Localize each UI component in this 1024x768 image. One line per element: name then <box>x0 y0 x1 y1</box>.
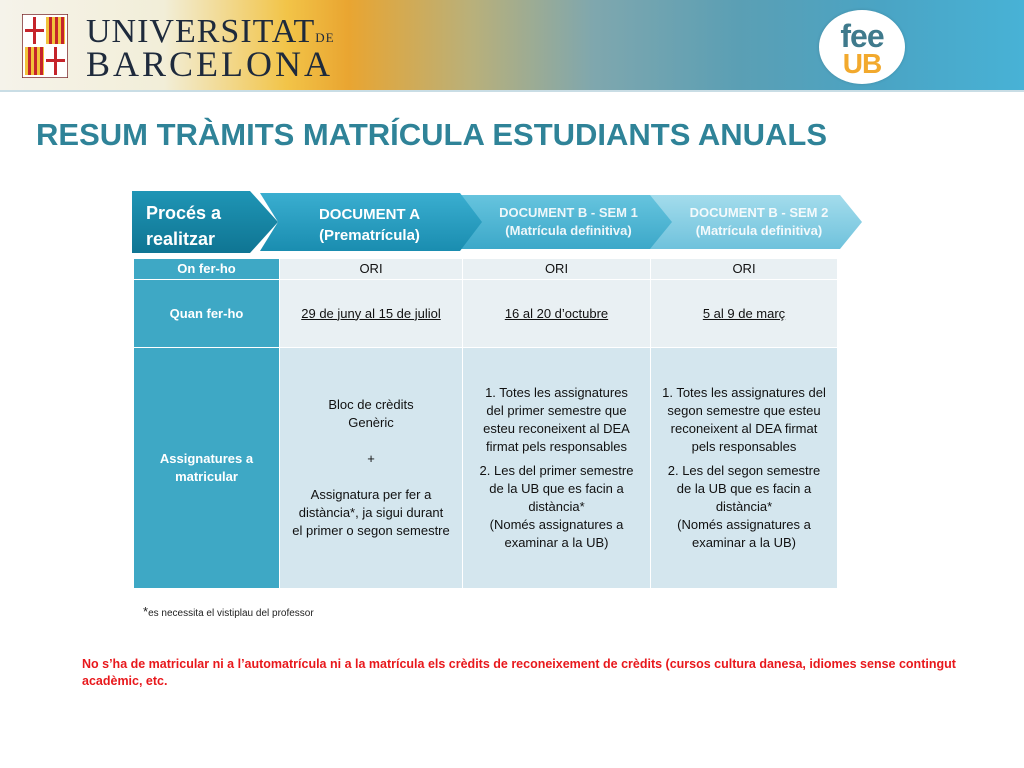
cell-line: 1. Totes les assignatures del <box>662 385 826 400</box>
cell-line: segon semestre que esteu <box>667 403 821 418</box>
university-shield-icon <box>22 14 68 78</box>
document-b-sem2-step <box>668 204 850 240</box>
enrolment-table <box>133 258 838 589</box>
date-cell: 29 de juny al 15 de juliol <box>280 280 463 348</box>
cell-line: 1. Totes les assignatures <box>485 385 628 400</box>
university-name-de: DE <box>315 30 335 45</box>
document-a-step <box>287 204 452 246</box>
cell-line: 2. Les del primer semestre <box>479 463 634 478</box>
table-cell: ORI <box>651 259 838 280</box>
sem2-subjects-cell <box>651 348 838 589</box>
cell-line: Genèric <box>348 415 394 430</box>
row-header-line: matricular <box>175 469 238 484</box>
step-line: Procés a <box>146 203 222 223</box>
cell-line: examinar a la UB) <box>504 535 609 550</box>
cell-line: de la UB que es facin a <box>676 481 812 496</box>
cell-line: el primer o segon semestre <box>292 523 450 538</box>
table-row <box>134 280 838 348</box>
sem1-subjects-cell <box>463 348 651 589</box>
cell-line: (Només assignatures a <box>677 517 811 532</box>
document-b-sem1-step <box>476 204 661 240</box>
university-name-line1: UNIVERSITATDE <box>86 13 335 50</box>
row-header-quan: Quan fer-ho <box>134 280 280 348</box>
table-cell: ORI <box>463 259 651 280</box>
doc-a-subjects-cell <box>280 348 463 589</box>
step-line: DOCUMENT B - SEM 1 <box>499 205 638 220</box>
cell-line: distància* <box>528 499 585 514</box>
cell-line: reconeixent al DEA firmat <box>670 421 818 436</box>
step-line: DOCUMENT B - SEM 2 <box>689 205 829 220</box>
cell-line: pels responsables <box>691 439 797 454</box>
cell-line: firmat pels responsables <box>486 439 627 454</box>
cell-line: de la UB que es facin a <box>489 481 624 496</box>
step-line: realitzar <box>146 229 216 249</box>
step-line: (Prematrícula) <box>319 227 420 244</box>
table-row <box>134 348 838 589</box>
cell-line: (Només assignatures a <box>489 517 624 532</box>
fee-ub-logo <box>819 10 905 84</box>
cell-line: examinar a la UB) <box>691 535 797 550</box>
cell-line: del primer semestre que <box>486 403 627 418</box>
row-header-assignatures <box>134 348 280 589</box>
page-title: RESUM TRÀMITS MATRÍCULA ESTUDIANTS ANUALS <box>36 117 828 152</box>
table-cell: ORI <box>280 259 463 280</box>
step-line: (Matrícula definitiva) <box>695 223 823 238</box>
cell-line: 2. Les del segon semestre <box>667 463 821 478</box>
row-header-line: Assignatures a <box>159 451 254 466</box>
step-line: DOCUMENT A <box>318 206 421 223</box>
cell-line: + <box>367 451 375 466</box>
process-step-label <box>146 200 221 252</box>
cell-line: Bloc de crèdits <box>328 397 414 412</box>
date-cell: 5 al 9 de març <box>651 280 838 348</box>
banner-divider <box>0 90 1024 92</box>
cell-line: esteu reconeixent al DEA <box>483 421 630 436</box>
table-row <box>134 259 838 280</box>
cell-line: distància*, ja sigui durant <box>298 505 444 520</box>
footnote-text: es necessita el vistiplau del professor <box>148 608 314 619</box>
ub-logo-text: UB <box>842 48 882 79</box>
university-name-line2: BARCELONA <box>86 44 334 84</box>
warning-note: No s’ha de matricular ni a l’automatrícula ni a la matrícula els crèdits de reconeixement de crèdits (cursos cultura danesa, idiomes sense contingut acadèmic, etc. <box>82 657 956 688</box>
footnote-star: * <box>143 604 149 619</box>
row-header-on: On fer-ho <box>134 259 280 280</box>
cell-line: distància* <box>715 499 773 514</box>
date-cell: 16 al 20 d’octubre <box>463 280 651 348</box>
step-line: (Matrícula definitiva) <box>505 223 632 238</box>
fee-logo-text: fee <box>840 18 884 54</box>
footnote <box>143 604 314 619</box>
cell-line: Assignatura per fer a <box>310 487 432 502</box>
